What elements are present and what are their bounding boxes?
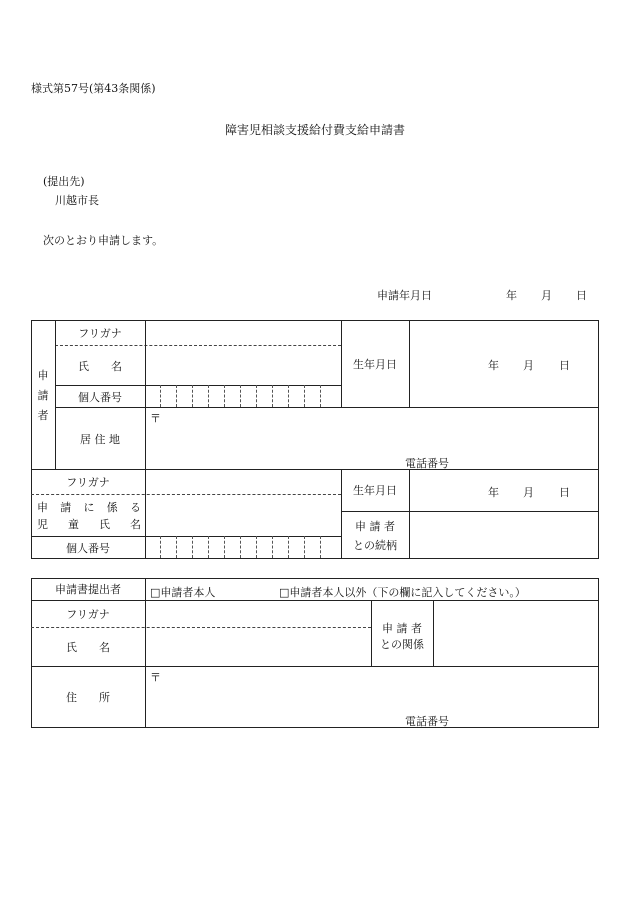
child-birth-day-unit: 日 [559,486,570,499]
child-mynumber-label: 個人番号 [66,541,110,555]
applicant-side-label-1: 申 [37,369,49,382]
submitter-name-label: 氏 名 [66,641,110,654]
form-number: 様式第57号(第43条関係) [31,82,156,95]
applicant-mynumber-label: 個人番号 [78,390,122,404]
applicant-name-label: 氏 名 [78,359,122,373]
submitter-postal-mark: 〒 [150,671,161,684]
submitter-relation-label-line1: 申 請 者 [382,622,422,635]
form-title: 障害児相談支援給付費支給申請書 [224,123,405,137]
date-day-unit: 日 [576,289,587,302]
submitter-phone-label: 電話番号 [405,715,449,728]
submitter-option-other[interactable]: □申請者本人以外（下の欄に記入してください。） [279,586,526,599]
applicant-birth-year-unit: 年 [488,359,499,372]
child-birth-year-unit: 年 [488,486,499,499]
child-relation-label-line1: 申 請 者 [355,520,395,533]
submitter-option-self[interactable]: □申請者本人 [150,586,216,599]
child-birthdate-label: 生年月日 [353,484,397,497]
application-date-label: 申請年月日 [377,289,432,302]
child-furigana-label: フリガナ [66,475,110,489]
applicant-birthdate-label: 生年月日 [353,357,397,371]
date-month-unit: 月 [541,289,552,302]
child-name-label-line2: 児 童 氏 名 [37,518,141,531]
date-year-unit: 年 [506,289,517,302]
applicant-address-label: 居 住 地 [80,432,120,446]
applicant-side-label-2: 請 [37,389,49,402]
applicant-phone-label: 電話番号 [405,457,449,470]
child-name-label-line1: 申 請 に 係 る [37,501,141,514]
intro-text: 次のとおり申請します。 [43,234,164,247]
applicant-side-label-3: 者 [37,409,49,422]
applicant-birth-month-unit: 月 [523,359,534,372]
applicant-birth-day-unit: 日 [559,359,570,372]
child-birth-month-unit: 月 [523,486,534,499]
submitter-label: 申請書提出者 [55,583,121,596]
submitter-relation-label-line2: との関係 [380,638,424,651]
submitter-furigana-label: フリガナ [66,608,110,621]
addressee-label: (提出先) [43,175,85,188]
applicant-postal-mark: 〒 [150,412,161,425]
submitter-address-label: 住 所 [66,691,110,704]
child-relation-label-line2: との続柄 [353,539,397,552]
addressee-name: 川越市長 [55,194,99,207]
applicant-furigana-label: フリガナ [78,326,122,340]
